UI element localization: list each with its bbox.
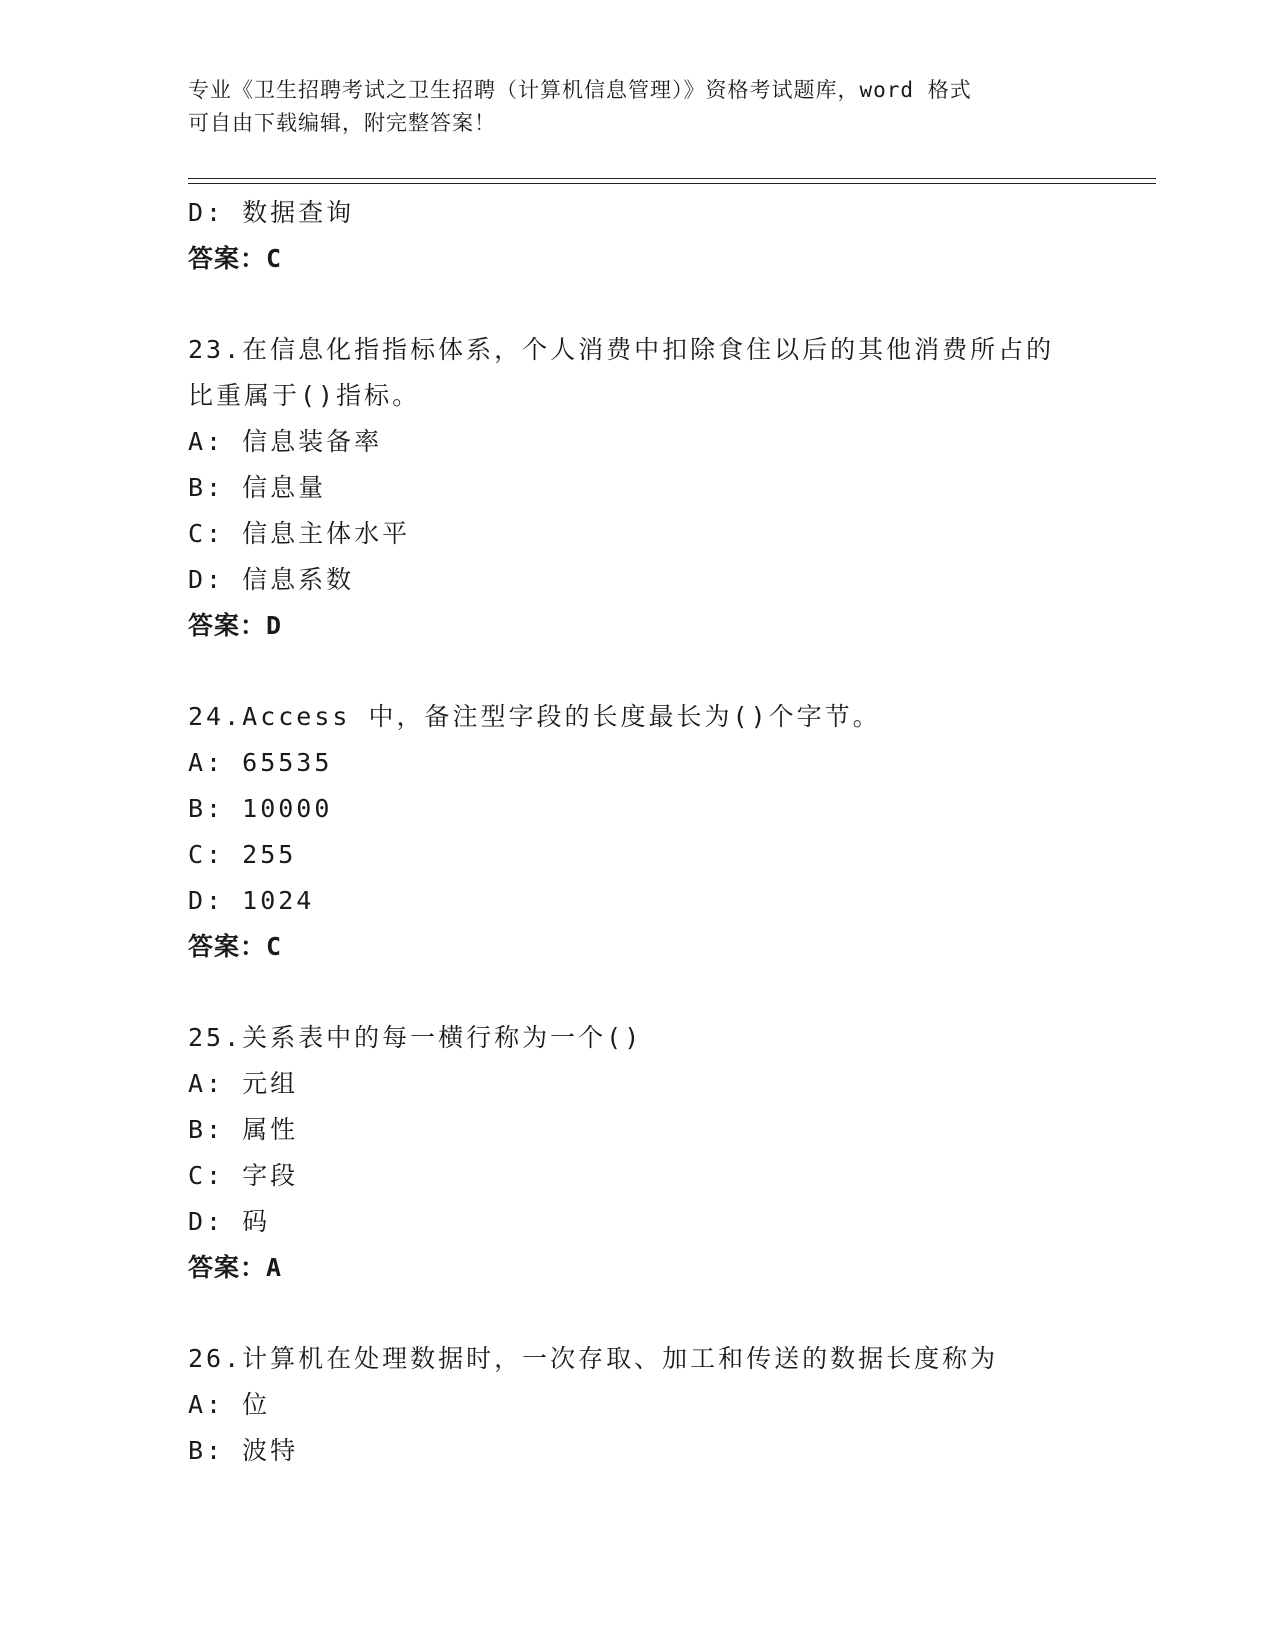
answer: 答案：C	[188, 932, 283, 961]
answer: 答案：A	[188, 1253, 283, 1282]
option-c: C: 字段	[188, 1161, 299, 1190]
question-stem: 23.在信息化指指标体系，个人消费中扣除食住以后的其他消费所占的	[188, 335, 1055, 364]
question-24	[188, 694, 1118, 970]
question-25	[188, 1015, 1118, 1291]
option-c: C: 255	[188, 840, 297, 869]
spacer	[188, 649, 1118, 694]
option-a: A: 元组	[188, 1069, 299, 1098]
option-a: A: 位	[188, 1390, 271, 1419]
option-c: C: 信息主体水平	[188, 519, 411, 548]
option-a: A: 65535	[188, 748, 333, 777]
question-26	[188, 1336, 1118, 1474]
option-b: B: 属性	[188, 1115, 299, 1144]
document-header	[188, 74, 1088, 140]
option-d: D: 1024	[188, 886, 315, 915]
previous-question-fragment	[188, 190, 1118, 282]
header-line-1: 专业《卫生招聘考试之卫生招聘（计算机信息管理）》资格考试题库，word 格式	[188, 78, 972, 102]
option-d: D: 信息系数	[188, 565, 355, 594]
spacer	[188, 1291, 1118, 1336]
question-stem: 24.Access 中，备注型字段的长度最长为()个字节。	[188, 702, 881, 731]
spacer	[188, 970, 1118, 1015]
question-stem: 26.计算机在处理数据时，一次存取、加工和传送的数据长度称为	[188, 1344, 999, 1373]
option-a: A: 信息装备率	[188, 427, 383, 456]
header-line-2: 可自由下载编辑，附完整答案！	[188, 111, 496, 135]
header-divider-bottom	[188, 183, 1156, 184]
header-divider-top	[188, 178, 1156, 179]
option-b: B: 波特	[188, 1436, 299, 1465]
option-b: B: 信息量	[188, 473, 327, 502]
answer: 答案：C	[188, 244, 283, 273]
option-d: D: 码	[188, 1207, 271, 1236]
option-d: D: 数据查询	[188, 198, 355, 227]
question-stem: 25.关系表中的每一横行称为一个()	[188, 1023, 643, 1052]
question-list	[188, 190, 1118, 1474]
question-23	[188, 327, 1118, 649]
spacer	[188, 282, 1118, 327]
option-b: B: 10000	[188, 794, 333, 823]
answer: 答案：D	[188, 611, 283, 640]
question-stem-continued: 比重属于()指标。	[188, 381, 421, 410]
